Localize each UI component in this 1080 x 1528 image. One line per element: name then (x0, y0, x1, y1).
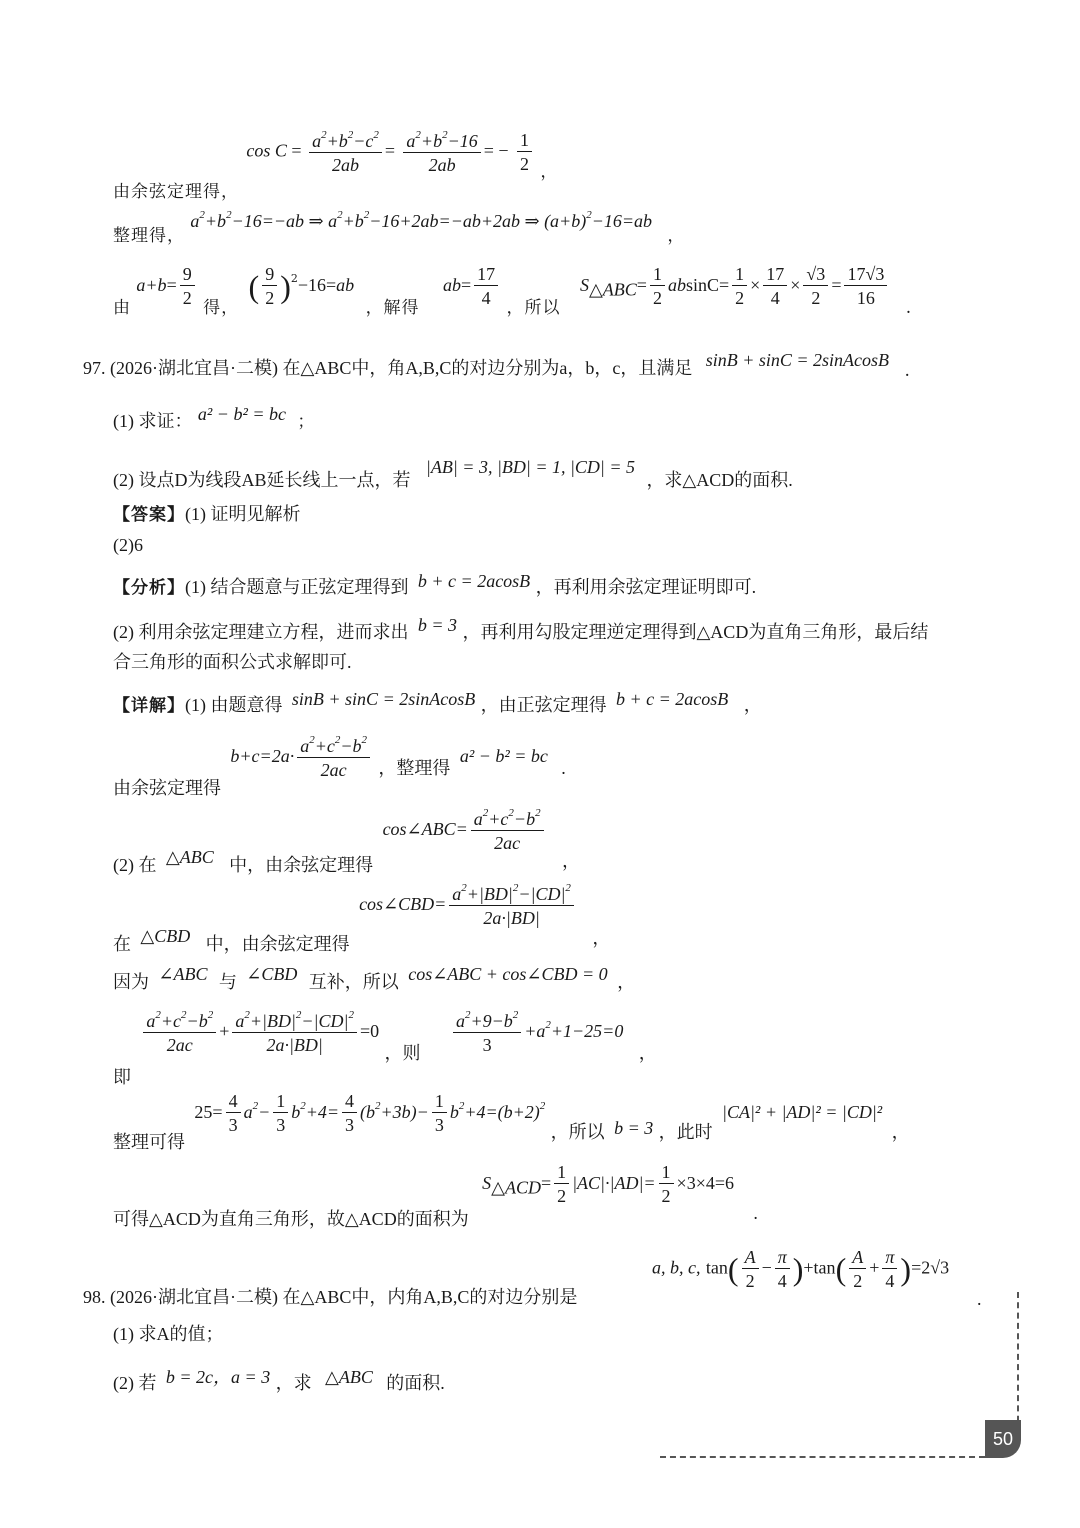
text: (1) 求证： (113, 411, 193, 431)
text: 互补，所以 (308, 972, 399, 992)
q97-detail-3 (113, 807, 580, 875)
text: 整理得， (113, 226, 185, 246)
q98-part1: (1) 求A的值； (113, 1324, 224, 1344)
page-number: 50 (985, 1420, 1021, 1458)
text: . (904, 361, 911, 381)
q97-detail-2 (113, 734, 566, 798)
formula: b + c = 2acosB (417, 571, 531, 591)
label: 【详解】 (113, 696, 185, 716)
text: 即 (113, 1066, 131, 1087)
formula: △ABC (165, 846, 214, 867)
formula: △ABC (325, 1367, 373, 1387)
q97-part1 (113, 404, 316, 432)
q97-detail-4 (113, 882, 611, 954)
line-simplify (113, 209, 686, 246)
question-text: 97. (2026·湖北宜昌·二模) 在△ABC中，角A,B,C的对边分别为a，b，c，且满足 (83, 358, 693, 378)
formula-simplify: $a^2+b^2-16=-ab$ ⇒ $a^2+b^2-16+2ab=-ab+2ab$ ⇒ $(a+b)^2-16=ab$ (190, 209, 652, 231)
text: . (753, 1202, 758, 1223)
q97-part2 (113, 457, 793, 490)
q97-answer-2: (2)6 (113, 535, 143, 555)
formula: b + c = 2acosB (616, 689, 729, 709)
page-border-vertical (1017, 1292, 1019, 1432)
q98-part2 (113, 1367, 445, 1393)
q97-analysis-3: 合三角形的面积公式求解即可. (113, 652, 352, 672)
formula-sum: a+b= $\frac{9}{2}$ (136, 276, 197, 296)
label: 【答案】 (113, 505, 185, 525)
text: 整理可得 (113, 1131, 185, 1152)
text: ； (297, 412, 316, 432)
formula-condition: sinB + sinC = 2sinAcosB (705, 350, 890, 370)
q97-detail-6 (113, 1009, 657, 1087)
text: 中，由余弦定理得 (229, 854, 374, 875)
formula-25: 25= $\frac{4}{3}$ $a^2-$ $\frac{1}{3}$ $b^2+4=$ $\frac{4}{3}$ $(b^2+3b)-$ $\frac{1}{3}$ $b^2+4=(b+2)^2$ (194, 1091, 546, 1135)
question-text: 98. (2026·湖北宜昌·二模) 在△ABC中，内角A,B,C的对边分别是 (83, 1287, 578, 1307)
text: ， (638, 1042, 657, 1063)
text: (2) 利用余弦定理建立方程，进而求出 (113, 622, 409, 642)
text: 与 (218, 972, 237, 992)
text: . (905, 297, 913, 318)
formula: △CBD (140, 925, 191, 946)
formula: a² − b² = bc (197, 404, 286, 424)
formula-cosC: cos C = $\frac{a^2+b^2-c^2}{2ab}$ = $\frac{a^2+b^2-16}{2ab}$ = − $\frac{1}{2}$ (246, 130, 535, 174)
text: (2) 设点D为线段AB延长线上一点，若 (113, 470, 411, 490)
text: ， (561, 850, 580, 871)
text: ， (891, 1121, 910, 1142)
text: 中，由余弦定理得 (205, 933, 350, 954)
text: ，所以 (550, 1121, 605, 1142)
q97-analysis-2 (113, 615, 929, 642)
text: ，整理得 (378, 757, 451, 778)
text: 得， (203, 297, 240, 318)
text: ，求 (275, 1373, 312, 1393)
q97-header (83, 350, 911, 381)
q97-answer (113, 505, 301, 524)
formula-cosABC: cos∠ABC= $\frac{a^2+c^2-b^2}{2ac}$ (383, 820, 547, 840)
formula: b = 2c，a = 3 (165, 1367, 271, 1387)
text: ，则 (384, 1042, 421, 1063)
q98-tail: . (977, 1289, 982, 1309)
formula: sinB + sinC = 2sinAcosB (291, 689, 476, 709)
q97-detail-5 (113, 964, 636, 992)
formula: ∠CBD (246, 964, 298, 984)
text: ， (743, 695, 762, 715)
formula: b = 3 (417, 615, 458, 635)
formula: a² − b² = bc (459, 745, 548, 766)
formula: b = 3 (614, 1117, 654, 1138)
text: 由余弦定理得 (113, 777, 221, 798)
label: 【分析】 (113, 578, 185, 598)
formula: ∠ABC (158, 964, 208, 984)
formula: cos∠ABC + cos∠CBD = 0 (408, 964, 608, 984)
formula-bc: b+c=2a· $\frac{a^2+c^2-b^2}{2ac}$ (230, 747, 373, 767)
formula-sum-zero: $\frac{a^2+c^2-b^2}{2ac}$ + $\frac{a^2+|BD|^2-|CD|^2}{2a\cdot|BD|}$ =0 (140, 1022, 379, 1042)
text: ， (592, 927, 611, 948)
text: ， (540, 161, 559, 182)
formula: |CA|² + |AD|² = |CD|² (722, 1101, 883, 1122)
q97-analysis-1 (113, 571, 757, 598)
formula: |AB| = 3, |BD| = 1, |CD| = 5 (425, 457, 636, 477)
text: 由 (113, 297, 131, 318)
formula-ab: ab= $\frac{17}{4}$ (443, 276, 501, 296)
text: (1) 证明见解析 (185, 504, 301, 524)
text: ， (617, 972, 636, 992)
text: ，再利用余弦定理证明即可. (535, 577, 757, 597)
text: (1) 由题意得 (185, 695, 283, 715)
text: ，此时 (658, 1121, 713, 1142)
line-cosine-1 (113, 129, 559, 202)
line-area-result (113, 264, 913, 318)
text: . (561, 757, 566, 778)
q97-detail-7 (113, 1091, 910, 1152)
text: 的面积. (386, 1373, 445, 1393)
q98-header (83, 1288, 577, 1307)
formula-area-acd: $S_{\triangle ACD}=$ $\frac{1}{2}$ |AC|·|AD|= $\frac{1}{2}$ ×3×4=6 (482, 1162, 735, 1206)
q98-condition: a, b, c, tan( $\frac{A}{2}$ − $\frac{\pi}{4}$ )+tan( $\frac{A}{2}$ + $\frac{\pi}{4}$ )=2√3 (652, 1247, 950, 1291)
text: ，解得 (365, 297, 420, 318)
text: ，由正弦定理得 (480, 695, 607, 715)
page-border-horizontal (660, 1456, 985, 1458)
text: ， (667, 226, 686, 246)
text: 由余弦定理得， (113, 181, 239, 202)
q97-detail-1 (113, 689, 762, 716)
text: 因为 (113, 972, 149, 992)
text: (1) 结合题意与正弦定理得到 (185, 577, 409, 597)
formula-cosCBD: cos∠CBD= $\frac{a^2+|BD|^2-|CD|^2}{2a\cdot|BD|}$ (359, 895, 577, 915)
text: (2) 在 (113, 854, 157, 875)
formula-square: ( $\frac{9}{2}$ )$^2$−16=ab (248, 264, 355, 308)
text: 在 (113, 933, 131, 954)
text: ，求△ACD的面积. (646, 470, 793, 490)
formula-substituted: $\frac{a^2+9-b^2}{3}$ $+a^2+1-25=0$ (450, 1022, 623, 1042)
text: ，所以 (506, 297, 561, 318)
text: ，再利用勾股定理逆定理得到△ACD为直角三角形，最后结 (462, 622, 929, 642)
text: 可得△ACD为直角三角形，故△ACD的面积为 (113, 1208, 469, 1229)
q97-detail-8 (113, 1162, 758, 1229)
formula-area: $S_{\triangle ABC}=$ $\frac{1}{2}$ absinC= $\frac{1}{2}$ × $\frac{17}{4}$ × $\frac{√3}{2}$ = $\frac{17√3}{16}$ (580, 276, 890, 296)
text: (2) 若 (113, 1373, 157, 1393)
